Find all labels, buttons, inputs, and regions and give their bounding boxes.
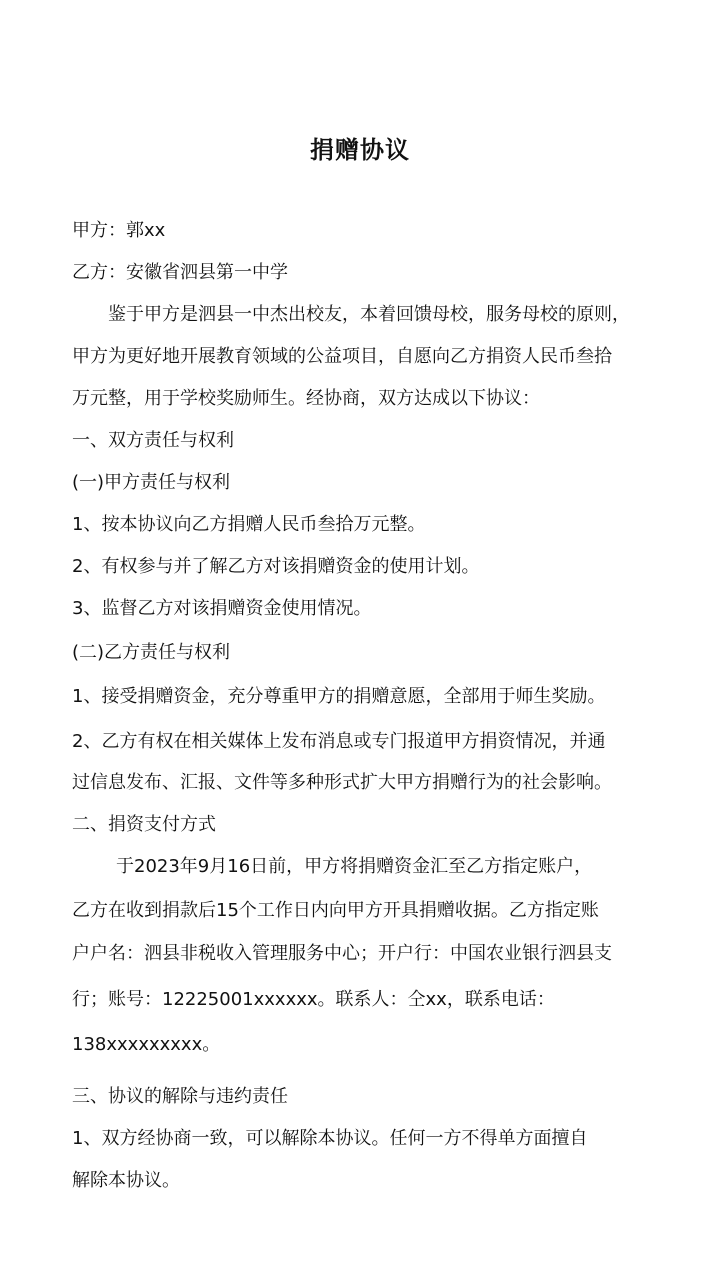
- sub2-item-1: 1、接受捐赠资金，充分尊重甲方的捐赠意愿，全部用于师生奖励。: [72, 686, 606, 707]
- sub1-heading: (一)甲方责任与权利: [72, 472, 231, 493]
- sub2-item-2-line-1: 2、乙方有权在相关媒体上发布消息或专门报道甲方捐资情况，并通: [72, 731, 606, 752]
- document-title: 捐赠协议: [310, 136, 410, 164]
- sub1-item-1: 1、按本协议向乙方捐赠人民币叁拾万元整。: [72, 514, 426, 535]
- section2-body-line-4: 行；账号：12225001xxxxxx。联系人：仝xx，联系电话：: [72, 989, 555, 1010]
- section2-heading: 二、捐资支付方式: [72, 814, 216, 835]
- section3-heading: 三、协议的解除与违约责任: [72, 1086, 288, 1107]
- sub2-heading: (二)乙方责任与权利: [72, 642, 231, 663]
- section3-item-1-line-1: 1、双方经协商一致，可以解除本协议。任何一方不得单方面擅自: [72, 1128, 588, 1149]
- party-a: 甲方：郭xx: [72, 220, 166, 241]
- preamble-line-2: 甲方为更好地开展教育领域的公益项目，自愿向乙方捐资人民币叁拾: [72, 346, 612, 367]
- sub2-item-2-line-2: 过信息发布、汇报、文件等多种形式扩大甲方捐赠行为的社会影响。: [72, 772, 612, 793]
- section2-body-line-5: 138xxxxxxxxx。: [72, 1034, 221, 1055]
- section2-body-line-1: 于2023年9月16日前，甲方将捐赠资金汇至乙方指定账户，: [116, 856, 593, 877]
- preamble-line-1: 鉴于甲方是泗县一中杰出校友，本着回馈母校，服务母校的原则，: [108, 304, 630, 325]
- section2-body-line-3: 户户名：泗县非税收入管理服务中心；开户行：中国农业银行泗县支: [72, 943, 612, 964]
- sub1-item-3: 3、监督乙方对该捐赠资金使用情况。: [72, 598, 372, 619]
- section3-item-1-line-2: 解除本协议。: [72, 1170, 180, 1191]
- party-b: 乙方：安徽省泗县第一中学: [72, 262, 288, 283]
- section2-body-line-2: 乙方在收到捐款后15个工作日内向甲方开具捐赠收据。乙方指定账: [72, 900, 599, 921]
- preamble-line-3: 万元整，用于学校奖励师生。经协商，双方达成以下协议：: [72, 388, 540, 409]
- section1-heading: 一、双方责任与权利: [72, 430, 234, 451]
- sub1-item-2: 2、有权参与并了解乙方对该捐赠资金的使用计划。: [72, 556, 480, 577]
